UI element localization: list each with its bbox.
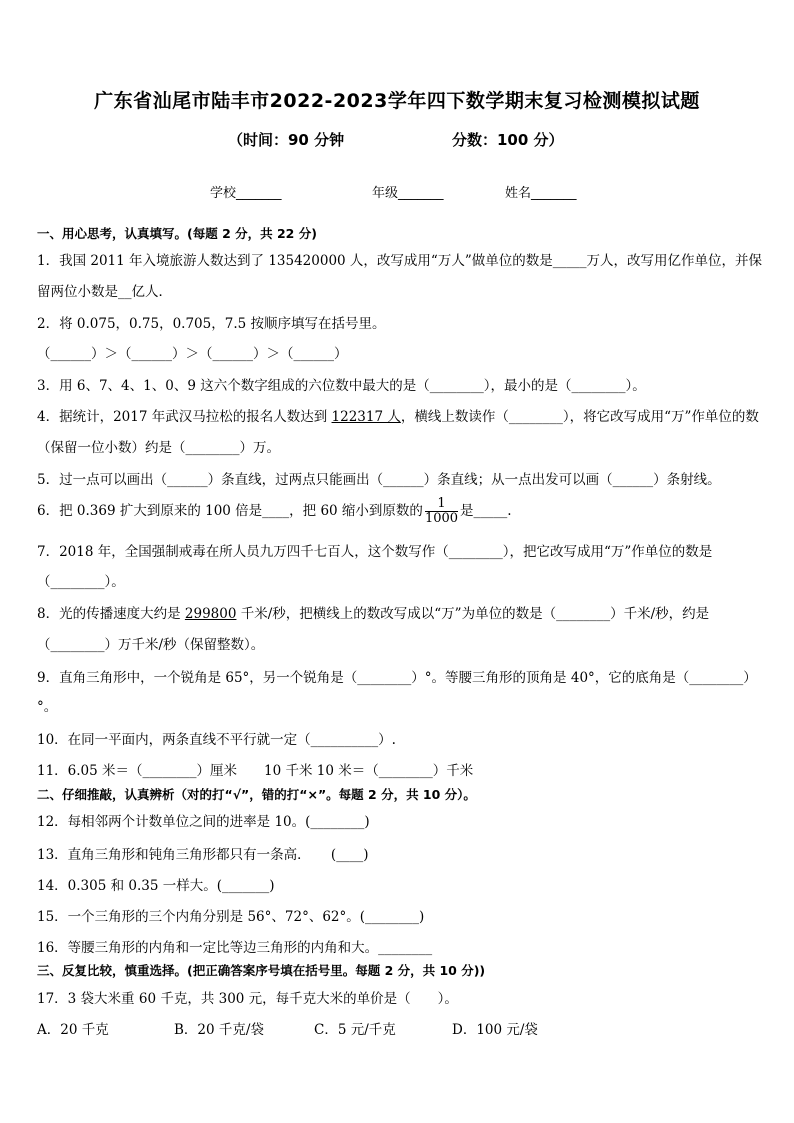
q4-text-a: 4．据统计，2017 年武汉马拉松的报名人数达到: [37, 409, 332, 425]
q8-underlined-number: 299800: [184, 606, 237, 622]
q8-text-b: 千米/秒，把横线上的数改写成以“万”为单位的数是（________）千米/秒，约是: [236, 606, 710, 622]
name-field: 姓名_______: [505, 186, 577, 201]
section-2-heading: 二、仔细推敲，认真辨析（对的打“√”，错的打“×”。每题 2 分，共 10 分）。: [37, 787, 476, 802]
q17-option-d: D．100 元/袋: [452, 1022, 538, 1038]
q17-option-b: B．20 千克/袋: [174, 1022, 264, 1038]
q2-line-2: （______）＞（______）＞（______）＞（______）: [37, 346, 348, 362]
q1-line-1: 1．我国 2011 年入境旅游人数达到了 135420000 人，改写成用“万人”做单位的数是_____万人，改写用亿作单位，并保: [37, 253, 762, 269]
q8-line-1: [37, 602, 709, 622]
q7-line-1: 7．2018 年，全国强制戒毒在所人员九万四千七百人，这个数写作（________），把它改写成用“万”作单位的数是: [37, 544, 713, 560]
q2-line-1: 2．将 0.075，0.75，0.705，7.5 按顺序填写在括号里。: [37, 316, 386, 332]
q9-line-1: 9．直角三角形中，一个锐角是 65°，另一个锐角是（________）°。等腰三角形的顶角是 40°，它的底角是（________）: [37, 670, 757, 686]
q6-text-a: 6．把 0.369 扩大到原来的 100 倍是____，把 60 缩小到原数的: [37, 503, 423, 519]
q11: 11．6.05 米＝（________）厘米 10 千米 10 米＝（________）千米: [37, 763, 474, 779]
exam-score: 分数：100 分）: [452, 131, 564, 149]
q1-line-2: 留两位小数是__亿人．: [37, 284, 172, 300]
q4-line-2: （保留一位小数）约是（________）万。: [37, 440, 280, 456]
section-1-heading: 一、用心思考，认真填写。(每题 2 分，共 22 分): [37, 226, 317, 241]
q17-option-a: A．20 千克: [37, 1022, 109, 1038]
q17-stem: 17．3 袋大米重 60 千克，共 300 元，每千克大米的单价是（ ）。: [37, 991, 458, 1007]
q12: 12．每相邻两个计数单位之间的进率是 10。(________): [37, 814, 370, 830]
section-3-heading: 三、反复比较，慎重选择。(把正确答案序号填在括号里。每题 2 分，共 10 分)): [37, 963, 486, 978]
school-field: 学校_______: [210, 186, 282, 201]
q6-fraction: [425, 497, 458, 526]
q5: 5．过一点可以画出（______）条直线，过两点只能画出（______）条直线；从一点出发可以画（______）条射线。: [37, 472, 721, 488]
q4-underlined-number: 122317 人: [331, 409, 401, 425]
q3: 3．用 6、7、4、1、0、9 这六个数字组成的六位数中最大的是（________），最小的是（________）。: [37, 378, 646, 394]
page-title: 广东省汕尾市陆丰市2022-2023学年四下数学期末复习检测模拟试题: [94, 90, 700, 112]
q8-line-2: （________）万千米/秒（保留整数）。: [37, 637, 265, 653]
q13: 13．直角三角形和钝角三角形都只有一条高． (____): [37, 847, 369, 863]
q6-text-b: 是_____.: [460, 503, 512, 519]
q6: [37, 497, 512, 526]
q14: 14．0.305 和 0.35 一样大。(_______): [37, 878, 275, 894]
exam-time: （时间：90 分钟: [228, 131, 345, 149]
q17-option-c: C．5 元/千克: [314, 1022, 396, 1038]
q4-line-1: [37, 405, 759, 425]
q6-fraction-denominator: 1000: [424, 511, 459, 526]
q4-text-b: ，横线上数读作（________），将它改写成用“万”作单位的数: [400, 409, 759, 425]
q7-line-2: （________）。: [37, 574, 125, 590]
q6-fraction-numerator: 1: [425, 497, 458, 512]
q15: 15．一个三角形的三个内角分别是 56°、72°、62°。(________): [37, 909, 425, 925]
q8-text-a: 8．光的传播速度大约是: [37, 606, 185, 622]
grade-field: 年级_______: [372, 186, 444, 201]
q10: 10．在同一平面内，两条直线不平行就一定（__________）.: [37, 732, 396, 748]
q16: 16．等腰三角形的内角和一定比等边三角形的内角和大。________: [37, 940, 433, 956]
q9-line-2: °。: [37, 699, 58, 715]
